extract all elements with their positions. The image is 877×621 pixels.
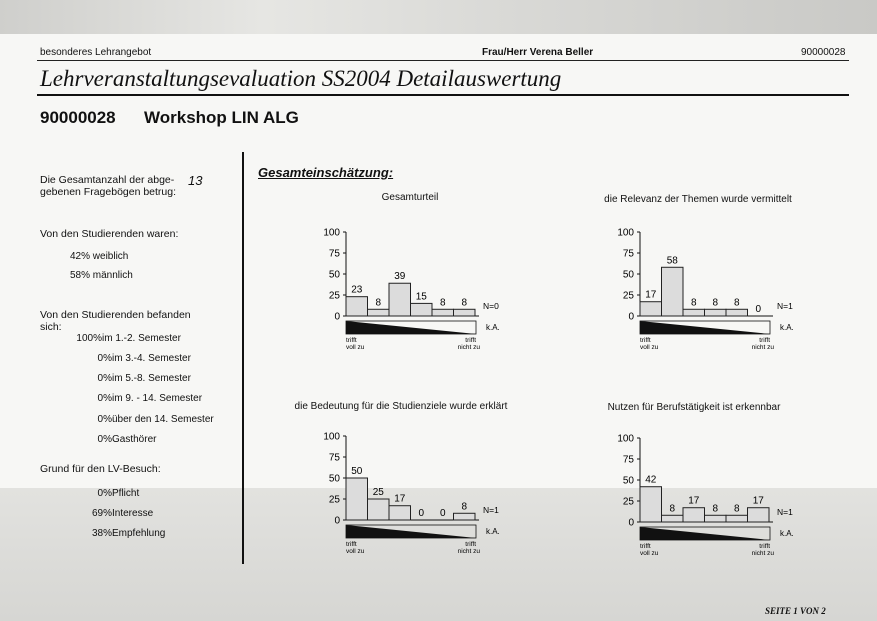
section-title: Gesamteinschätzung: bbox=[258, 165, 394, 180]
bar bbox=[346, 297, 368, 316]
ka-label: k.A. bbox=[486, 323, 500, 332]
y-tick-label: 50 bbox=[622, 269, 634, 281]
scale-right-label: nicht zu bbox=[751, 550, 774, 557]
bar-value-label: 8 bbox=[461, 297, 468, 309]
semester-row: 0%im 5.-8. Semester bbox=[97, 373, 191, 384]
bar-value-label: 17 bbox=[645, 289, 657, 301]
chart-berufstaetigkeit bbox=[594, 428, 814, 564]
bar bbox=[454, 309, 476, 316]
scale-left-label: trifft bbox=[640, 337, 651, 344]
bar bbox=[389, 506, 411, 520]
header-right: 90000028 bbox=[801, 47, 846, 58]
reason-row: 69%Interesse bbox=[91, 508, 154, 519]
chart-title: die Bedeutung für die Studienziele wurde erklärt bbox=[294, 401, 508, 412]
y-tick-label: 0 bbox=[628, 311, 634, 323]
column-divider bbox=[242, 152, 244, 564]
bar bbox=[726, 515, 748, 522]
semester-row: 0%Gasthörer bbox=[97, 434, 157, 445]
bar-value-label: 25 bbox=[372, 487, 384, 498]
ka-label: k.A. bbox=[780, 323, 794, 332]
semester-heading-line2: sich: bbox=[40, 321, 62, 333]
scale-left-label: trifft bbox=[346, 337, 357, 344]
bar bbox=[705, 515, 727, 522]
scale-right-label: trifft bbox=[465, 541, 476, 548]
semester-row: 0%im 3.-4. Semester bbox=[97, 353, 191, 364]
y-tick-label: 75 bbox=[622, 248, 634, 260]
scan-top-edge bbox=[0, 0, 877, 34]
scale-wedge bbox=[640, 527, 770, 540]
bar bbox=[454, 513, 476, 520]
total-label-line1: Die Gesamtanzahl der abge- bbox=[40, 174, 175, 186]
bar-value-label: 8 bbox=[712, 297, 719, 309]
y-tick-label: 50 bbox=[622, 475, 634, 487]
y-tick-label: 100 bbox=[617, 433, 634, 445]
bar bbox=[368, 499, 390, 520]
bar-value-label: 17 bbox=[752, 495, 764, 507]
y-tick-label: 75 bbox=[328, 452, 340, 464]
na-count-label: N=1 bbox=[777, 507, 793, 517]
bar bbox=[389, 283, 411, 316]
bar-value-label: 8 bbox=[439, 297, 446, 309]
bar-value-label: 42 bbox=[645, 474, 657, 486]
course-number: 90000028 bbox=[40, 108, 116, 127]
bar bbox=[346, 478, 368, 520]
bar bbox=[662, 515, 684, 522]
semester-row: 0%im 9. - 14. Semester bbox=[97, 393, 203, 404]
bar-value-label: 23 bbox=[351, 284, 363, 296]
chart-title: Gesamturteil bbox=[381, 192, 439, 203]
na-count-label: N=1 bbox=[483, 505, 499, 515]
semester-heading-line1: Von den Studierenden befanden bbox=[40, 309, 191, 321]
scale-right-label: nicht zu bbox=[751, 344, 774, 351]
scale-left-label: trifft bbox=[640, 543, 651, 550]
reason-row: 38%Empfehlung bbox=[91, 528, 166, 539]
bar-value-label: 17 bbox=[688, 495, 700, 507]
bar bbox=[411, 303, 433, 316]
bar bbox=[432, 309, 454, 316]
scale-right-label: trifft bbox=[465, 337, 476, 344]
bar bbox=[726, 309, 748, 316]
bar bbox=[683, 309, 705, 316]
y-tick-label: 25 bbox=[622, 496, 634, 508]
scale-right-label: nicht zu bbox=[457, 344, 480, 351]
y-tick-label: 100 bbox=[323, 431, 340, 443]
bar-value-label: 0 bbox=[439, 508, 446, 519]
ka-label: k.A. bbox=[780, 529, 794, 538]
page-footer: SEITE 1 VON 2 bbox=[765, 606, 826, 616]
scale-wedge bbox=[640, 321, 770, 334]
bar bbox=[640, 487, 662, 522]
scale-wedge bbox=[346, 321, 476, 334]
chart-title: Nutzen für Berufstätigkeit ist erkennbar bbox=[607, 402, 781, 413]
y-tick-label: 75 bbox=[622, 454, 634, 466]
header-left: besonderes Lehrangebot bbox=[40, 47, 152, 58]
bar bbox=[683, 508, 705, 522]
course-name: Workshop LIN ALG bbox=[144, 108, 299, 127]
gender-row: 58% männlich bbox=[69, 270, 133, 281]
y-tick-label: 100 bbox=[617, 227, 634, 239]
y-tick-label: 25 bbox=[622, 290, 634, 302]
y-tick-label: 50 bbox=[328, 269, 340, 281]
y-tick-label: 50 bbox=[328, 473, 340, 485]
bar-value-label: 8 bbox=[712, 503, 719, 515]
gender-row: 42% weiblich bbox=[69, 251, 129, 262]
bar bbox=[368, 309, 390, 316]
bar bbox=[662, 267, 684, 316]
chart-gesamturteil bbox=[300, 222, 520, 358]
semester-row: 100%im 1.-2. Semester bbox=[76, 333, 181, 344]
chart-studienziele bbox=[300, 426, 520, 562]
semester-row: 0%über den 14. Semester bbox=[97, 414, 214, 425]
bar bbox=[640, 302, 662, 316]
na-count-label: N=0 bbox=[483, 301, 499, 311]
scale-right-label: trifft bbox=[759, 543, 770, 550]
bar-value-label: 0 bbox=[418, 508, 425, 519]
gender-heading: Von den Studierenden waren: bbox=[40, 228, 179, 240]
ka-label: k.A. bbox=[486, 527, 500, 536]
header-center: Frau/Herr Verena Beller bbox=[482, 47, 594, 58]
bar-value-label: 17 bbox=[394, 493, 406, 505]
scale-left-label: voll zu bbox=[346, 344, 365, 351]
bar-value-label: 15 bbox=[415, 291, 427, 303]
bar-value-label: 8 bbox=[375, 297, 382, 309]
bar bbox=[748, 508, 770, 522]
bar-value-label: 8 bbox=[733, 297, 740, 309]
y-tick-label: 100 bbox=[323, 227, 340, 239]
bar-value-label: 58 bbox=[666, 255, 678, 267]
scale-left-label: voll zu bbox=[346, 548, 365, 555]
y-tick-label: 25 bbox=[328, 494, 340, 506]
header-rule bbox=[37, 60, 849, 61]
total-value: 13 bbox=[188, 173, 203, 188]
scale-right-label: trifft bbox=[759, 337, 770, 344]
title-rule bbox=[37, 94, 849, 96]
bar-value-label: 8 bbox=[669, 503, 676, 515]
scale-left-label: voll zu bbox=[640, 344, 659, 351]
bar bbox=[705, 309, 727, 316]
y-tick-label: 0 bbox=[334, 311, 340, 323]
na-count-label: N=1 bbox=[777, 301, 793, 311]
bar-value-label: 8 bbox=[733, 503, 740, 515]
page-title: Lehrveranstaltungsevaluation SS2004 Detailauswertung bbox=[40, 66, 562, 91]
y-tick-label: 0 bbox=[334, 515, 340, 527]
scale-left-label: trifft bbox=[346, 541, 357, 548]
chart-relevanz bbox=[594, 222, 814, 358]
y-tick-label: 75 bbox=[328, 248, 340, 260]
chart-title: die Relevanz der Themen wurde vermittelt bbox=[604, 194, 792, 205]
y-tick-label: 25 bbox=[328, 290, 340, 302]
bar-value-label: 50 bbox=[351, 466, 363, 477]
reason-heading: Grund für den LV-Besuch: bbox=[40, 463, 161, 475]
bar-value-label: 39 bbox=[394, 271, 406, 283]
reason-row: 0%Pflicht bbox=[97, 488, 140, 499]
bar-value-label: 8 bbox=[461, 501, 468, 513]
y-tick-label: 0 bbox=[628, 517, 634, 529]
scale-wedge bbox=[346, 525, 476, 538]
scale-right-label: nicht zu bbox=[457, 548, 480, 555]
bar-value-label: 8 bbox=[690, 297, 697, 309]
bar-value-label: 0 bbox=[755, 304, 762, 315]
total-label-line2: gebenen Fragebögen betrug: bbox=[40, 186, 177, 198]
scale-left-label: voll zu bbox=[640, 550, 659, 557]
